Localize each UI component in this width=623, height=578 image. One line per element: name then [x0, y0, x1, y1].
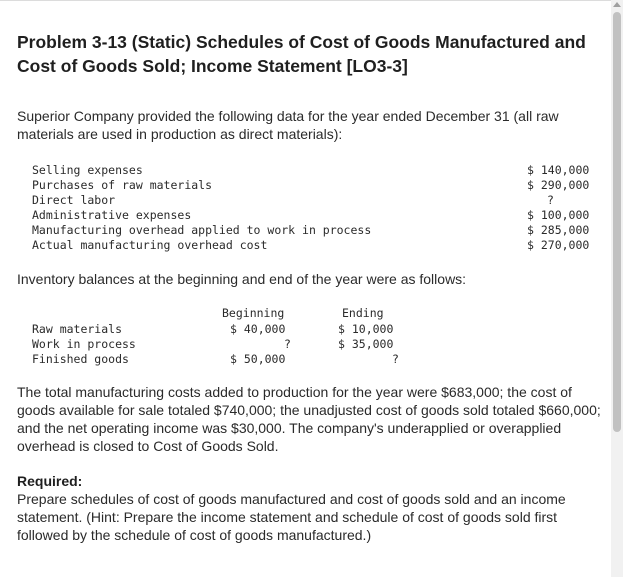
row-value: $ 285,000 — [527, 223, 590, 237]
summary-paragraph: The total manufacturing costs added to production for the year were $683,000; the cost of goods available for sale totaled $740,000; the unadjusted cost of goods sold totaled $660,000; and the net operating income was $30,000. The company's underapplied or overapplied overhead is closed to Cost of Goods Sold. — [17, 384, 601, 454]
row-value: $ 140,000 — [527, 163, 590, 177]
required-paragraph: Prepare schedules of cost of goods manufactured and cost of goods sold and an income statement. (Hint: Prepare the income statement and schedule of cost of goods sold first followed by the schedule of cost of goods manufactured.) — [17, 491, 566, 543]
table-row — [32, 238, 607, 253]
row-label: Administrative expenses — [32, 208, 192, 222]
row-value: $ 290,000 — [527, 178, 590, 192]
table-row — [32, 178, 607, 193]
inventory-ending-value: $ 35,000 — [338, 337, 394, 351]
scrollbar-thumb[interactable] — [613, 12, 621, 432]
table-row — [32, 163, 607, 178]
vertical-scrollbar[interactable] — [611, 0, 623, 577]
row-value: $ 270,000 — [527, 238, 590, 252]
page-title: Problem 3-13 (Static) Schedules of Cost of Goods Manufactured and Cost of Goods Sold; Income Statement [LO3-3] — [17, 32, 586, 76]
inventory-beginning-value: $ 40,000 — [230, 322, 286, 336]
table-row — [32, 223, 607, 238]
inventory-row-label: Work in process — [32, 337, 136, 351]
inventory-row-label: Finished goods — [32, 352, 129, 366]
row-value: ? — [547, 193, 554, 207]
inventory-row-label: Raw materials — [32, 322, 123, 336]
required-label: Required: — [17, 473, 83, 489]
row-label: Purchases of raw materials — [32, 178, 213, 192]
scroll-up-arrow-icon[interactable] — [613, 2, 621, 7]
inventory-ending-value: ? — [392, 352, 399, 366]
column-header-beginning: Beginning — [222, 306, 285, 320]
row-label: Selling expenses — [32, 163, 143, 177]
table-row — [32, 208, 607, 223]
intro-paragraph: Superior Company provided the following data for the year ended December 31 (all raw materials are used in production as direct materials): — [17, 108, 559, 142]
inventory-beginning-value: $ 50,000 — [230, 352, 286, 366]
row-label: Actual manufacturing overhead cost — [32, 238, 268, 252]
inventory-beginning-value: ? — [284, 337, 291, 351]
row-value: $ 100,000 — [527, 208, 590, 222]
inventory-ending-value: $ 10,000 — [338, 322, 394, 336]
inventory-intro: Inventory balances at the beginning and end of the year were as follows: — [17, 271, 467, 287]
row-label: Manufacturing overhead applied to work in process — [32, 223, 372, 237]
table-row — [32, 193, 607, 208]
column-header-ending: Ending — [342, 306, 384, 320]
row-label: Direct labor — [32, 193, 116, 207]
cost-data-table — [32, 163, 607, 253]
